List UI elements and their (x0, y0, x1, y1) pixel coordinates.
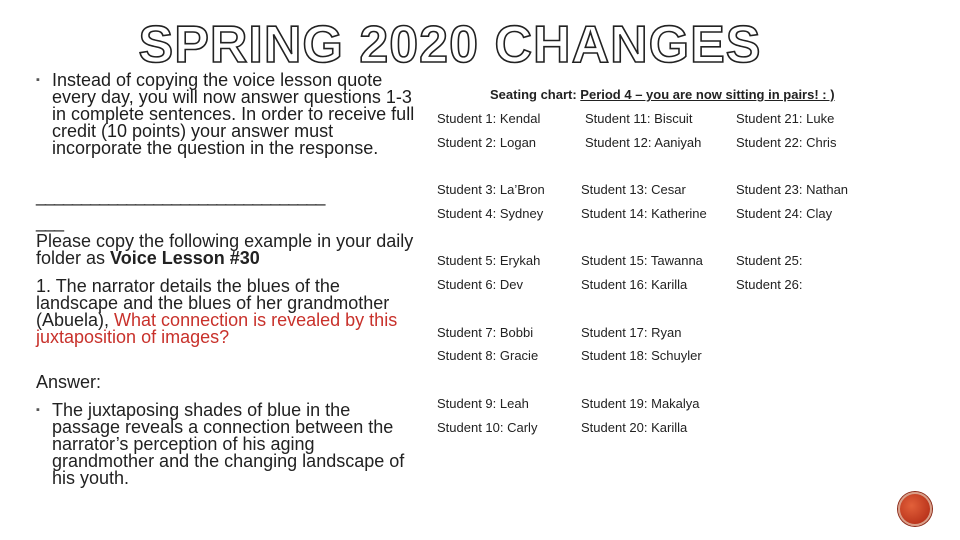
page-title (130, 10, 770, 70)
answer-label: Answer: (36, 372, 102, 392)
answer-bullet (36, 402, 416, 487)
copy-instruction-text: Please copy the following example in your daily folder as (36, 231, 414, 268)
instruction-text: Instead of copying the voice lesson quote every day, you will now answer questions 1-3 in complete sentences. In order to receive full credit (10 points) your answer must incorporate the question in the response. (52, 70, 415, 158)
instruction-bullet (36, 72, 416, 157)
instructions-block (36, 72, 416, 157)
seat-cell: Student 22: Chris (736, 135, 837, 150)
seat-cell: Student 23: Nathan (736, 182, 849, 197)
seat-cell: Student 7: Bobbi (437, 325, 534, 340)
seat-cell: Student 1: Kendal (437, 111, 541, 126)
question-1 (36, 278, 416, 346)
seat-cell: Student 15: Tawanna (581, 253, 703, 268)
seating-chart-title (490, 87, 835, 102)
seat-cell: Student 2: Logan (437, 135, 537, 150)
seat-cell: Student 18: Schuyler (581, 348, 702, 363)
seat-cell: Student 9: Leah (437, 396, 529, 411)
seat-cell: Student 21: Luke (736, 111, 835, 126)
seating-chart-prefix: Seating chart: (490, 87, 581, 102)
square-bullet-icon: ▪ (36, 404, 40, 416)
seat-cell: Student 20: Karilla (581, 420, 688, 435)
seat-cell: Student 6: Dev (437, 277, 523, 292)
seating-chart-period: Period 4 – you are now sitting in pairs! : ) (580, 87, 835, 102)
seat-cell: Student 19: Makalya (581, 396, 700, 411)
seat-cell: Student 24: Clay (736, 206, 833, 221)
divider-rule: ________________________________ (36, 186, 325, 206)
seat-cell: Student 3: La’Bron (437, 182, 545, 197)
seat-cell: Student 12: Aaniyah (585, 135, 702, 150)
question-1-highlight: What connection is revealed by this juxtaposition of images? (36, 310, 398, 347)
seat-cell: Student 4: Sydney (437, 206, 544, 221)
seat-cell: Student 26: (736, 277, 803, 292)
seat-cell: Student 25: (736, 253, 803, 268)
copy-instruction (36, 233, 416, 267)
seat-cell: Student 16: Karilla (581, 277, 688, 292)
seat-cell: Student 11: Biscuit (585, 111, 693, 126)
divider-rule-short: ___ (36, 212, 64, 232)
square-bullet-icon: ▪ (36, 74, 40, 86)
slide-number-badge-icon (898, 492, 932, 526)
seat-cell: Student 13: Cesar (581, 182, 686, 197)
page-title-text: SPRING 2020 CHANGES (138, 16, 762, 70)
seat-cell: Student 14: Katherine (581, 206, 707, 221)
seat-cell: Student 5: Erykah (437, 253, 541, 268)
answer-text: The juxtaposing shades of blue in the passage reveals a connection between the narrator’s perception of his aging grandmother and the changing landscape of his youth. (52, 400, 405, 488)
question-1-text: 1. The narrator details the blues of the landscape and the blues of her grandmother (Abuela), (36, 276, 390, 330)
seat-cell: Student 8: Gracie (437, 348, 539, 363)
seat-cell: Student 17: Ryan (581, 325, 682, 340)
seat-cell: Student 10: Carly (437, 420, 538, 435)
voice-lesson-label: Voice Lesson #30 (110, 248, 260, 268)
answer-block (36, 402, 416, 487)
